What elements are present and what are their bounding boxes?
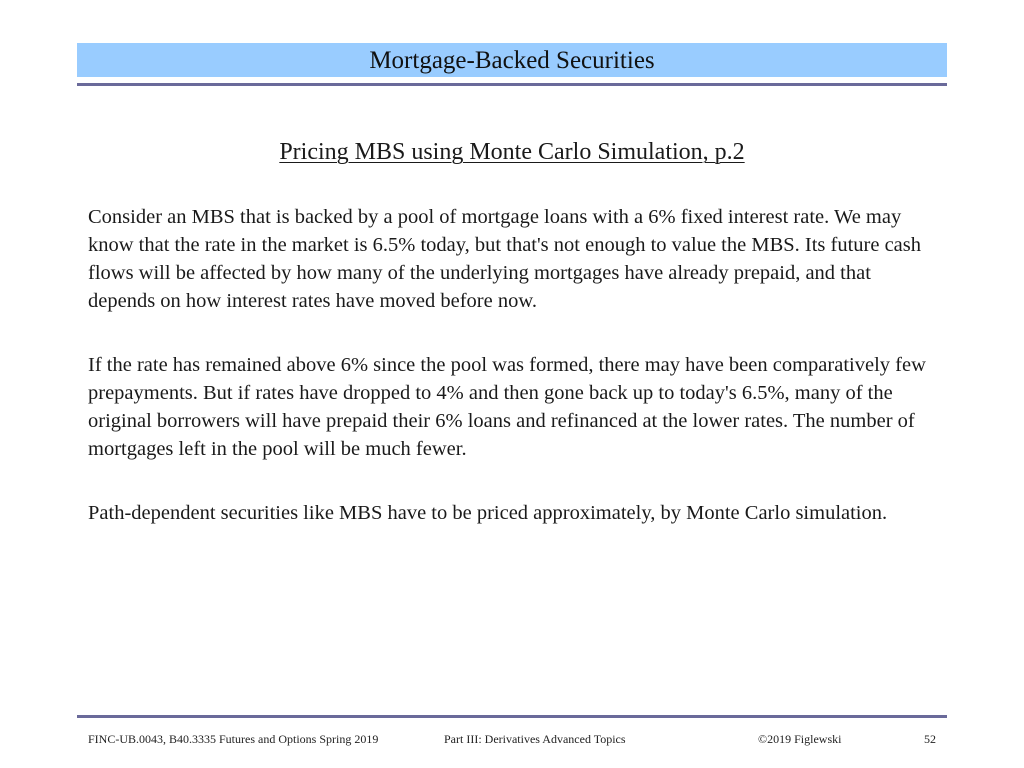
title-divider bbox=[77, 83, 947, 86]
slide-subtitle: Pricing MBS using Monte Carlo Simulation, p.2 bbox=[279, 139, 745, 165]
slide-title: Mortgage-Backed Securities bbox=[369, 47, 655, 74]
footer-course-info: FINC-UB.0043, B40.3335 Futures and Options Spring 2019 bbox=[88, 732, 379, 746]
footer-page-number: 52 bbox=[924, 732, 936, 746]
footer-divider bbox=[77, 715, 947, 718]
slide-body bbox=[88, 203, 938, 563]
paragraph-prepayment-context: Consider an MBS that is backed by a pool of mortgage loans with a 6% fixed interest rate. We may know that the rate in the market is 6.5% today, but that's not enough to value the MBS. Its future cash flows will be affected by how many of the underlying mortgages have already prepaid, and that depends on how interest rates have moved before now. bbox=[88, 206, 922, 312]
footer-part-title: Part III: Derivatives Advanced Topics bbox=[444, 732, 626, 746]
slide-title-banner bbox=[77, 43, 947, 77]
paragraph-rate-path-example: If the rate has remained above 6% since the pool was formed, there may have been comparatively few prepayments. But if rates have dropped to 4% and then gone back up to today's 6.5%, many of the original borrowers will have prepaid their 6% loans and refinanced at the lower rates. The number of mortgages left in the pool will be much fewer. bbox=[88, 354, 926, 460]
footer-copyright: ©2019 Figlewski bbox=[758, 732, 842, 746]
paragraph-monte-carlo-conclusion: Path-dependent securities like MBS have to be priced approximately, by Monte Carlo simulation. bbox=[88, 502, 888, 524]
